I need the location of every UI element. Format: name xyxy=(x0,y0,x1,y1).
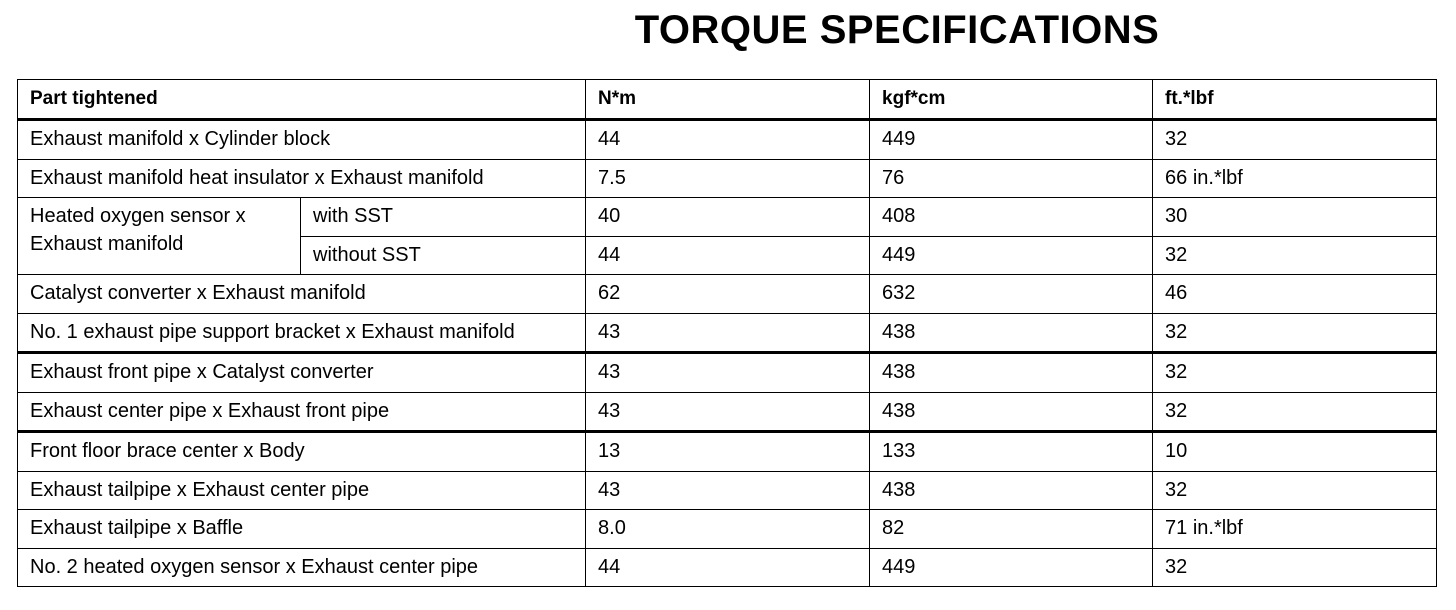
part-cell: Exhaust tailpipe x Exhaust center pipe xyxy=(18,471,586,510)
torque-spec-table xyxy=(17,79,1437,587)
table-row xyxy=(18,392,1437,432)
part-cell: Exhaust front pipe x Catalyst converter xyxy=(18,353,586,393)
table-header-row xyxy=(18,80,1437,120)
part-cell: No. 2 heated oxygen sensor x Exhaust center pipe xyxy=(18,548,586,587)
ftlbf-cell: 10 xyxy=(1153,432,1437,472)
kgfcm-cell: 449 xyxy=(870,120,1153,160)
ftlbf-cell: 71 in.*lbf xyxy=(1153,510,1437,549)
ftlbf-cell: 46 xyxy=(1153,275,1437,314)
ftlbf-cell: 32 xyxy=(1153,353,1437,393)
table-row xyxy=(18,120,1437,160)
nm-cell: 13 xyxy=(586,432,870,472)
nm-cell: 43 xyxy=(586,353,870,393)
nm-cell: 44 xyxy=(586,236,870,275)
part-cell: No. 1 exhaust pipe support bracket x Exhaust manifold xyxy=(18,313,586,353)
kgfcm-cell: 133 xyxy=(870,432,1153,472)
nm-cell: 7.5 xyxy=(586,159,870,198)
kgfcm-cell: 632 xyxy=(870,275,1153,314)
nm-cell: 43 xyxy=(586,313,870,353)
ftlbf-cell: 32 xyxy=(1153,471,1437,510)
nm-cell: 43 xyxy=(586,471,870,510)
ftlbf-cell: 32 xyxy=(1153,236,1437,275)
part-cell: Exhaust tailpipe x Baffle xyxy=(18,510,586,549)
table-row xyxy=(18,159,1437,198)
table-row xyxy=(18,510,1437,549)
header-part-tightened: Part tightened xyxy=(18,80,586,120)
table-row xyxy=(18,432,1437,472)
condition-cell: without SST xyxy=(301,236,586,275)
part-cell: Exhaust center pipe x Exhaust front pipe xyxy=(18,392,586,432)
kgfcm-cell: 449 xyxy=(870,236,1153,275)
kgfcm-cell: 82 xyxy=(870,510,1153,549)
table-row xyxy=(18,313,1437,353)
kgfcm-cell: 408 xyxy=(870,198,1153,237)
kgfcm-cell: 438 xyxy=(870,353,1153,393)
nm-cell: 43 xyxy=(586,392,870,432)
part-cell: Catalyst converter x Exhaust manifold xyxy=(18,275,586,314)
header-ftlbf: ft.*lbf xyxy=(1153,80,1437,120)
table-row xyxy=(18,198,1437,237)
ftlbf-cell: 32 xyxy=(1153,120,1437,160)
page-title: TORQUE SPECIFICATIONS xyxy=(634,8,1160,52)
table-row xyxy=(18,353,1437,393)
kgfcm-cell: 438 xyxy=(870,471,1153,510)
kgfcm-cell: 438 xyxy=(870,313,1153,353)
part-cell-merged: Heated oxygen sensor x Exhaust manifold xyxy=(18,198,301,275)
kgfcm-cell: 449 xyxy=(870,548,1153,587)
header-kgfcm: kgf*cm xyxy=(870,80,1153,120)
nm-cell: 44 xyxy=(586,548,870,587)
header-nm: N*m xyxy=(586,80,870,120)
ftlbf-cell: 30 xyxy=(1153,198,1437,237)
table-row xyxy=(18,548,1437,587)
ftlbf-cell: 32 xyxy=(1153,548,1437,587)
table-row xyxy=(18,471,1437,510)
nm-cell: 40 xyxy=(586,198,870,237)
ftlbf-cell: 66 in.*lbf xyxy=(1153,159,1437,198)
kgfcm-cell: 76 xyxy=(870,159,1153,198)
condition-cell: with SST xyxy=(301,198,586,237)
nm-cell: 44 xyxy=(586,120,870,160)
nm-cell: 62 xyxy=(586,275,870,314)
part-cell: Exhaust manifold heat insulator x Exhaust manifold xyxy=(18,159,586,198)
nm-cell: 8.0 xyxy=(586,510,870,549)
table-row xyxy=(18,275,1437,314)
kgfcm-cell: 438 xyxy=(870,392,1153,432)
part-cell: Exhaust manifold x Cylinder block xyxy=(18,120,586,160)
ftlbf-cell: 32 xyxy=(1153,392,1437,432)
part-cell: Front floor brace center x Body xyxy=(18,432,586,472)
ftlbf-cell: 32 xyxy=(1153,313,1437,353)
